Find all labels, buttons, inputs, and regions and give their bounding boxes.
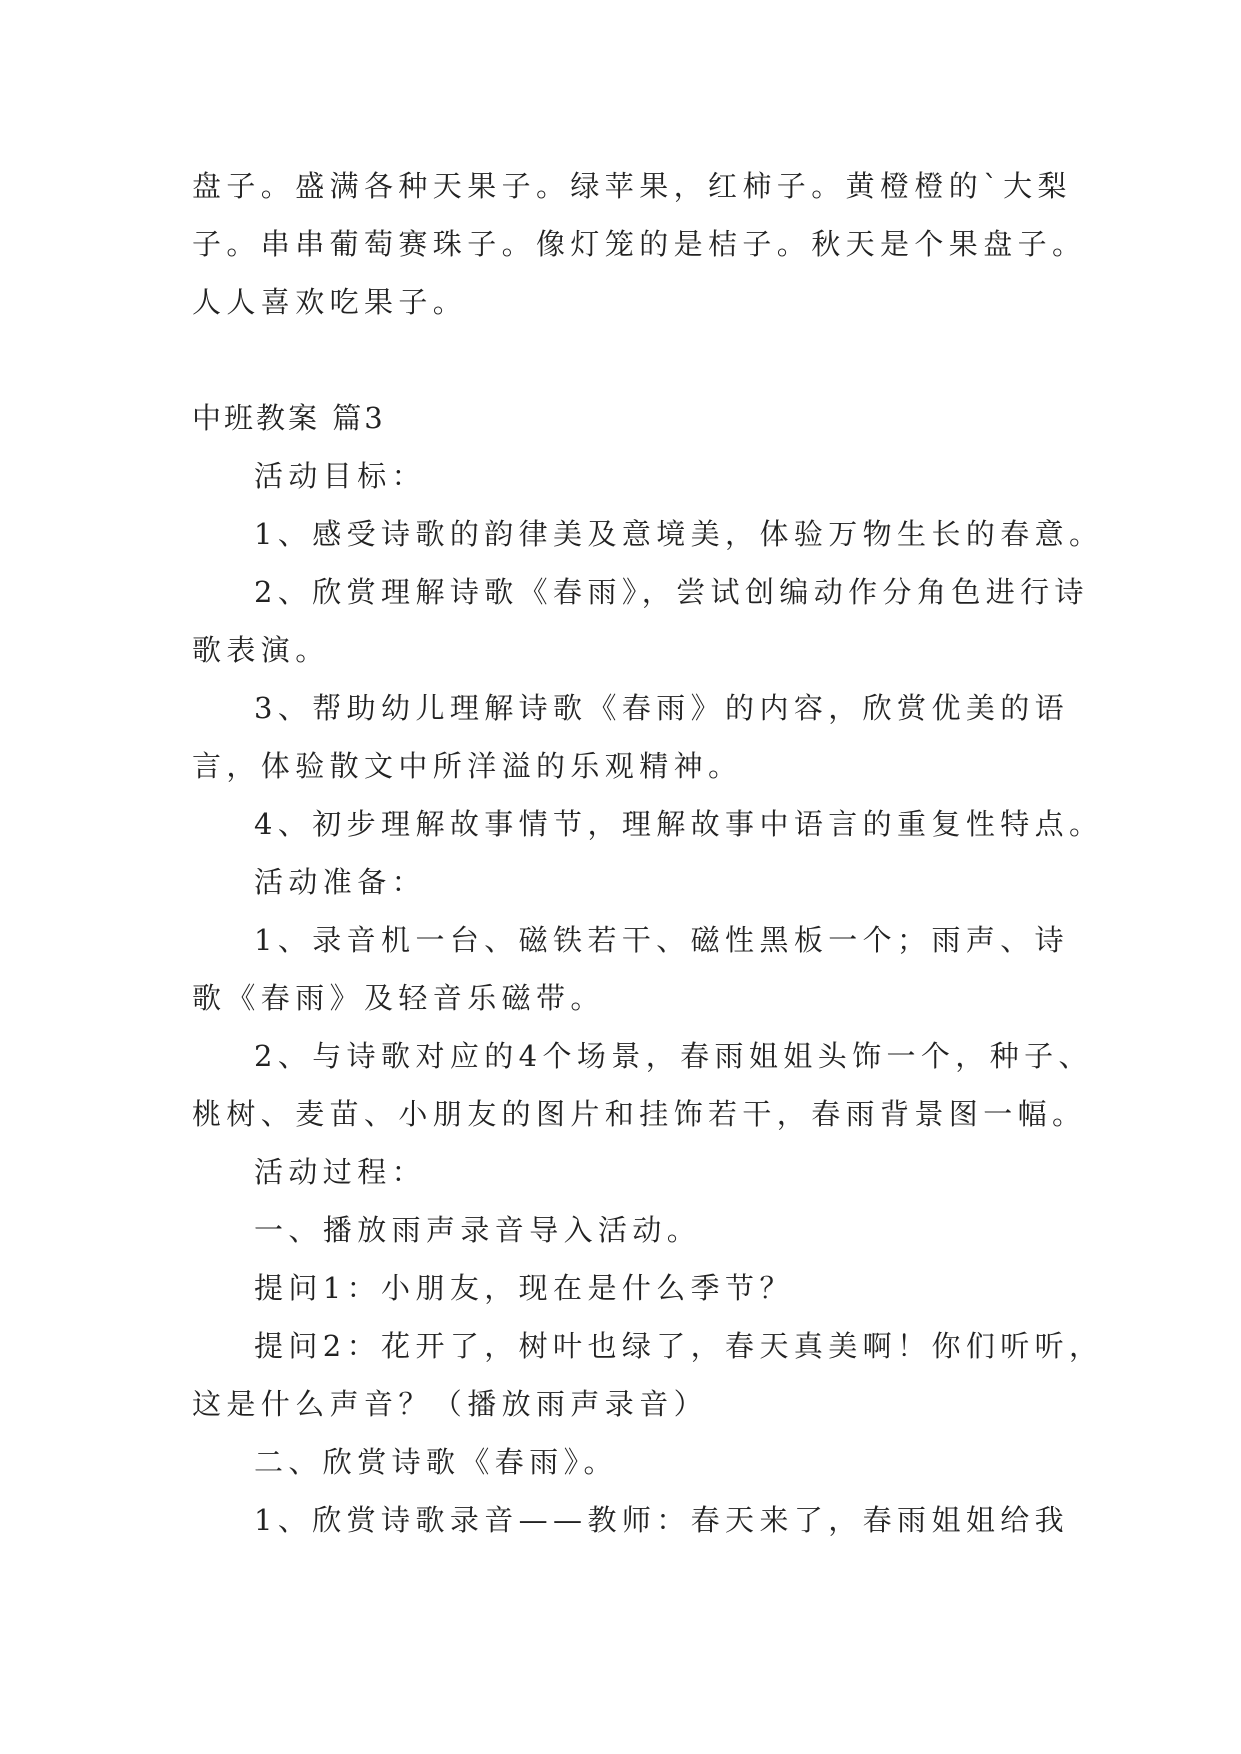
text-line: 一、播放雨声录音导入活动。 xyxy=(254,1213,702,1247)
text-line: 1、感受诗歌的韵律美及意境美，体验万物生长的春意。 xyxy=(254,517,1104,551)
text-line: 这是什么声音？（播放雨声录音） xyxy=(192,1387,709,1421)
text-line: 2、欣赏理解诗歌《春雨》，尝试创编动作分角色进行诗 xyxy=(254,575,1089,609)
text-line: 1、欣赏诗歌录音——教师：春天来了，春雨姐姐给我 xyxy=(254,1503,1070,1537)
text-line: 歌表演。 xyxy=(192,633,330,667)
subheading: 活动过程： xyxy=(254,1155,427,1189)
text-line: 子。串串葡萄赛珠子。像灯笼的是桔子。秋天是个果盘子。 xyxy=(192,227,1087,261)
text-line: 4、初步理解故事情节，理解故事中语言的重复性特点。 xyxy=(254,807,1104,841)
text-line: 歌《春雨》及轻音乐磁带。 xyxy=(192,981,605,1015)
text-line: 言，体验散文中所洋溢的乐观精神。 xyxy=(192,749,743,783)
text-line: 桃树、麦苗、小朋友的图片和挂饰若干，春雨背景图一幅。 xyxy=(192,1097,1087,1131)
subheading: 活动准备： xyxy=(254,865,427,899)
text-line: 2、与诗歌对应的4个场景，春雨姐姐头饰一个，种子、 xyxy=(254,1039,1093,1073)
text-line: 二、欣赏诗歌《春雨》。 xyxy=(254,1445,618,1479)
text-line: 提问1：小朋友，现在是什么季节？ xyxy=(254,1271,794,1305)
text-line: 提问2：花开了，树叶也绿了，春天真美啊！你们听听， xyxy=(254,1329,1104,1363)
section-heading: 中班教案 篇3 xyxy=(192,401,386,435)
text-line: 3、帮助幼儿理解诗歌《春雨》的内容，欣赏优美的语 xyxy=(254,691,1070,725)
text-line: 盘子。盛满各种天果子。绿苹果，红柿子。黄橙橙的`大梨 xyxy=(192,169,1072,203)
text-line: 1、录音机一台、磁铁若干、磁性黑板一个；雨声、诗 xyxy=(254,923,1070,957)
text-line: 人人喜欢吃果子。 xyxy=(192,285,468,319)
subheading: 活动目标： xyxy=(254,459,427,493)
